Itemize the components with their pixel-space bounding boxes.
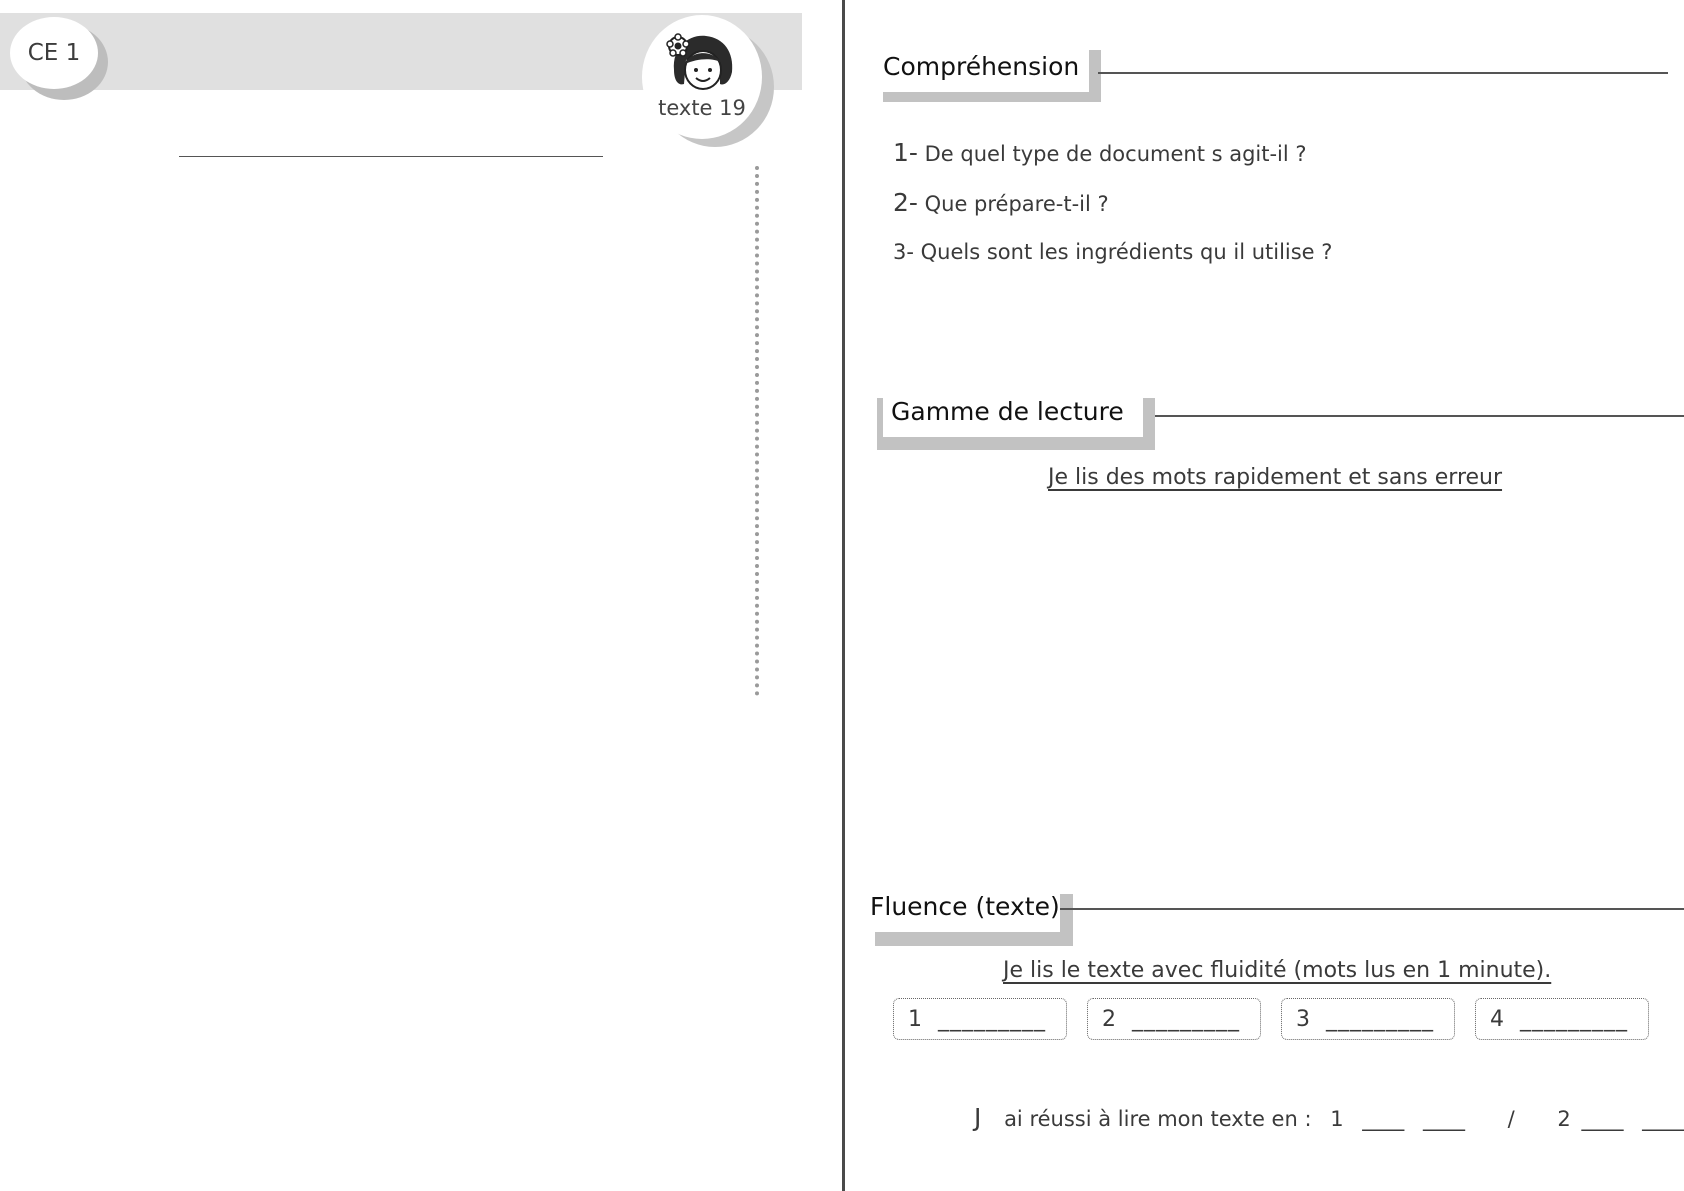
girl-face-icon <box>664 30 740 94</box>
fluence-title: Fluence (texte) <box>862 880 1060 932</box>
gamme-title: Gamme de lecture <box>883 385 1143 437</box>
result-first-label: 1 <box>1330 1107 1344 1131</box>
result-blank[interactable]: ____ <box>1642 1107 1684 1131</box>
result-blank[interactable]: ____ <box>1581 1107 1624 1131</box>
text-number: texte 19 <box>658 96 746 120</box>
question-number: 2- <box>893 188 918 217</box>
gamme-title-rule <box>1155 415 1684 417</box>
result-second-label: 2 <box>1557 1107 1571 1131</box>
question-text: De quel type de document s agit-il ? <box>924 142 1307 166</box>
attempt-blank: _________ <box>1132 1006 1240 1032</box>
result-separator: / <box>1507 1107 1515 1131</box>
question-3 <box>893 240 1332 264</box>
comprehension-title: Compréhension <box>875 40 1089 92</box>
gamme-instruction: Je lis des mots rapidement et sans erreur <box>1048 465 1503 490</box>
question-text: Quels sont les ingrédients qu il utilise ? <box>920 240 1333 264</box>
question-2 <box>893 188 1109 217</box>
attempt-blank: _________ <box>1520 1006 1628 1032</box>
attempt-label: 4 <box>1490 1006 1504 1032</box>
attempt-box-4[interactable] <box>1475 998 1649 1040</box>
title-writing-line <box>179 156 603 157</box>
attempt-blank: _________ <box>938 1006 1046 1032</box>
attempt-label: 3 <box>1296 1006 1310 1032</box>
level-badge: CE 1 <box>10 17 98 89</box>
fluence-instruction: Je lis le texte avec fluidité (mots lus en 1 minute). <box>1003 958 1552 983</box>
attempt-label: 2 <box>1102 1006 1116 1032</box>
question-number: 3- <box>893 240 914 264</box>
comprehension-title-rule <box>1098 72 1668 74</box>
attempt-box-1[interactable] <box>893 998 1067 1040</box>
fluence-title-rule <box>1060 908 1684 910</box>
attempt-label: 1 <box>908 1006 922 1032</box>
page-fold-line <box>842 0 845 1191</box>
result-blank[interactable]: ____ <box>1422 1107 1465 1131</box>
question-number: 1- <box>893 138 918 167</box>
result-text: ai réussi à lire mon texte en : <box>1004 1107 1312 1131</box>
question-text: Que prépare-t-il ? <box>924 192 1109 216</box>
attempt-box-2[interactable] <box>1087 998 1261 1040</box>
question-1 <box>893 138 1307 167</box>
result-prefix: J <box>974 1103 982 1132</box>
attempt-blank: _________ <box>1326 1006 1434 1032</box>
result-blank[interactable]: ____ <box>1362 1107 1405 1131</box>
result-line <box>974 1103 1684 1132</box>
attempt-box-3[interactable] <box>1281 998 1455 1040</box>
dotted-separator <box>755 166 759 696</box>
